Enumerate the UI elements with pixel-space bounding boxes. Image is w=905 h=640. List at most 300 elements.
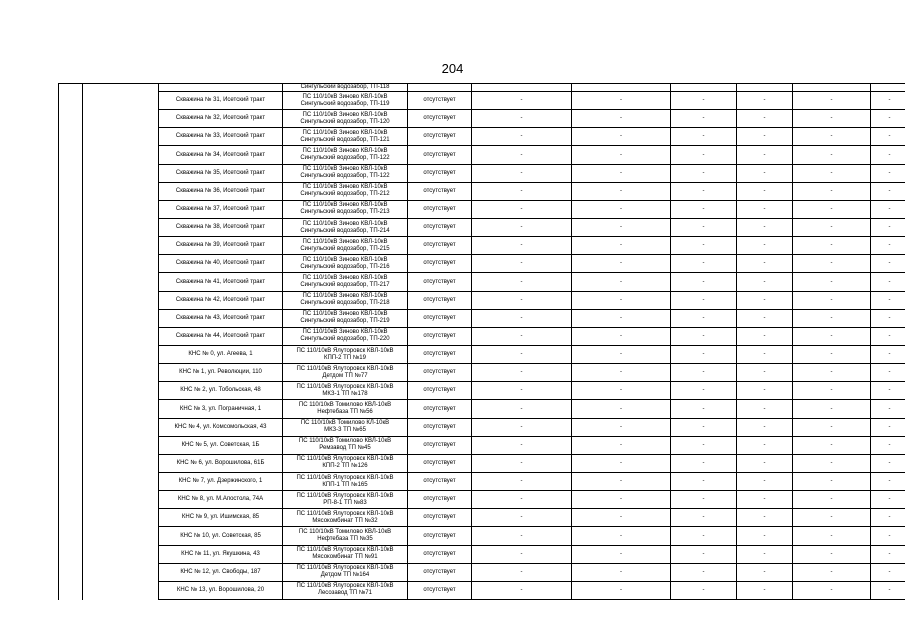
data-cell: - bbox=[472, 346, 572, 364]
connection-cell bbox=[283, 473, 408, 491]
status-cell: отсутствует bbox=[408, 309, 472, 327]
connection-line: Сингульский водозабор, ТП-122 bbox=[300, 155, 390, 162]
table-row bbox=[59, 509, 905, 527]
object-cell: КНС № 9, ул. Ишимская, 85 bbox=[159, 509, 283, 527]
connection-line: Сингульский водозабор, ТП-214 bbox=[300, 227, 390, 234]
data-cell: - bbox=[572, 182, 671, 200]
data-cell: - bbox=[871, 219, 905, 237]
data-cell: - bbox=[472, 182, 572, 200]
status-cell: отсутствует bbox=[408, 400, 472, 418]
data-cell: - bbox=[793, 182, 871, 200]
connection-line: ПС 110/10кВ Ялуторовск КВЛ-10кВ bbox=[296, 456, 394, 463]
data-cell: - bbox=[793, 545, 871, 563]
status-cell: отсутствует bbox=[408, 110, 472, 128]
status-cell: отсутствует bbox=[408, 146, 472, 164]
data-cell: - bbox=[737, 454, 793, 472]
data-cell: - bbox=[671, 382, 737, 400]
connection-cell bbox=[283, 92, 408, 110]
data-cell: - bbox=[572, 527, 671, 545]
connection-cell bbox=[283, 527, 408, 545]
connection-line: ПС 110/10кВ Зиново КВЛ-10кВ bbox=[302, 220, 388, 227]
data-cell: - bbox=[472, 128, 572, 146]
data-cell: - bbox=[793, 309, 871, 327]
data-cell: - bbox=[871, 237, 905, 255]
object-cell: КНС № 4, ул. Комсомольская, 43 bbox=[159, 418, 283, 436]
connection-line: ПС 110/10кВ Зиново КВЛ-10кВ bbox=[302, 275, 388, 282]
status-cell: отсутствует bbox=[408, 237, 472, 255]
status-cell: отсутствует bbox=[408, 454, 472, 472]
data-cell: - bbox=[871, 473, 905, 491]
data-cell: - bbox=[671, 219, 737, 237]
table-row bbox=[59, 327, 905, 345]
data-cell: - bbox=[572, 581, 671, 599]
status-cell: отсутствует bbox=[408, 473, 472, 491]
object-cell: КНС № 1, ул. Революции, 110 bbox=[159, 364, 283, 382]
data-cell: - bbox=[472, 545, 572, 563]
data-cell: - bbox=[871, 581, 905, 599]
object-cell: КНС № 12, ул. Свободы, 187 bbox=[159, 563, 283, 581]
data-cell: - bbox=[737, 581, 793, 599]
data-cell: - bbox=[572, 309, 671, 327]
connection-cell bbox=[283, 273, 408, 291]
data-cell: - bbox=[793, 237, 871, 255]
table-row bbox=[59, 164, 905, 182]
connection-line: Мясокомбинат ТП №32 bbox=[312, 517, 378, 524]
status-cell: отсутствует bbox=[408, 219, 472, 237]
status-cell: отсутствует bbox=[408, 581, 472, 599]
data-cell: - bbox=[472, 418, 572, 436]
data-cell: - bbox=[793, 509, 871, 527]
connection-line: Сингульский водозабор, ТП-220 bbox=[300, 336, 390, 343]
data-cell: - bbox=[737, 291, 793, 309]
data-cell: - bbox=[871, 545, 905, 563]
data-cell: - bbox=[671, 418, 737, 436]
table-row bbox=[59, 309, 905, 327]
table-row bbox=[59, 418, 905, 436]
connection-cell bbox=[283, 418, 408, 436]
object-cell: КНС № 6, ул. Ворошилова, 61Б bbox=[159, 454, 283, 472]
status-cell: отсутствует bbox=[408, 418, 472, 436]
table-row bbox=[59, 273, 905, 291]
data-cell: - bbox=[871, 364, 905, 382]
data-cell: - bbox=[793, 563, 871, 581]
data-cell: - bbox=[671, 545, 737, 563]
data-cell: - bbox=[472, 164, 572, 182]
connection-cell bbox=[283, 491, 408, 509]
data-cell: - bbox=[737, 273, 793, 291]
data-cell: - bbox=[793, 454, 871, 472]
connection-cell bbox=[283, 581, 408, 599]
connection-line: ПС 110/10кВ Ялуторовск КВЛ-10кВ bbox=[296, 510, 394, 517]
table-row bbox=[59, 581, 905, 599]
connection-line: Лесозавод ТП №71 bbox=[318, 590, 372, 597]
table-row bbox=[59, 491, 905, 509]
data-cell: - bbox=[472, 491, 572, 509]
connection-cell bbox=[283, 327, 408, 345]
table-row bbox=[59, 545, 905, 563]
data-cell: - bbox=[737, 255, 793, 273]
connection-line: ПС 110/10кВ Ялуторовск КВЛ-10кВ bbox=[296, 565, 394, 572]
data-cell: - bbox=[793, 128, 871, 146]
data-cell: - bbox=[472, 400, 572, 418]
data-cell: - bbox=[793, 273, 871, 291]
connection-line: ПС 110/10кВ Томилово КЛ-10кВ bbox=[300, 420, 390, 427]
status-cell: отсутствует bbox=[408, 382, 472, 400]
status-cell bbox=[408, 84, 472, 92]
connection-cell bbox=[283, 128, 408, 146]
data-cell: - bbox=[793, 473, 871, 491]
data-cell: - bbox=[671, 182, 737, 200]
data-cell: - bbox=[737, 545, 793, 563]
data-cell: - bbox=[793, 110, 871, 128]
data-cell bbox=[871, 84, 905, 92]
status-cell: отсутствует bbox=[408, 327, 472, 345]
connection-line: Сингульский водозабор, ТП-219 bbox=[300, 318, 390, 325]
data-cell: - bbox=[671, 200, 737, 218]
data-cell: - bbox=[472, 309, 572, 327]
connection-line: ПС 110/10кВ Зиново КВЛ-10кВ bbox=[302, 311, 388, 318]
connection-line: ПС 110/10кВ Зиново КВЛ-10кВ bbox=[302, 293, 388, 300]
table-row bbox=[59, 382, 905, 400]
object-cell: КНС № 13, ул. Ворошилова, 20 bbox=[159, 581, 283, 599]
connection-line: ПС 110/10кВ Ялуторовск КВЛ-10кВ bbox=[296, 347, 394, 354]
data-cell: - bbox=[871, 146, 905, 164]
connection-line: ПС 110/10кВ Томилово КВЛ-10кВ bbox=[298, 402, 392, 409]
data-cell: - bbox=[793, 382, 871, 400]
data-cell: - bbox=[671, 273, 737, 291]
connection-cell bbox=[283, 382, 408, 400]
data-cell: - bbox=[793, 364, 871, 382]
data-cell bbox=[737, 84, 793, 92]
data-cell: - bbox=[671, 454, 737, 472]
connection-cell bbox=[283, 436, 408, 454]
data-cell: - bbox=[737, 491, 793, 509]
data-cell: - bbox=[572, 346, 671, 364]
data-cell: - bbox=[737, 309, 793, 327]
data-cell: - bbox=[671, 581, 737, 599]
connection-line: ПС 110/10кВ Томилово КВЛ-10кВ bbox=[298, 438, 392, 445]
table-row-continuation bbox=[59, 84, 905, 92]
page-number: 204 bbox=[441, 61, 464, 76]
data-cell: - bbox=[671, 146, 737, 164]
data-cell: - bbox=[572, 454, 671, 472]
data-cell: - bbox=[572, 255, 671, 273]
data-cell: - bbox=[572, 545, 671, 563]
data-cell: - bbox=[572, 219, 671, 237]
data-cell: - bbox=[871, 509, 905, 527]
data-cell: - bbox=[472, 473, 572, 491]
data-cell: - bbox=[737, 327, 793, 345]
data-cell: - bbox=[737, 110, 793, 128]
status-cell: отсутствует bbox=[408, 346, 472, 364]
object-cell: Скважина № 31, Исетский тракт bbox=[159, 92, 283, 110]
table-row bbox=[59, 128, 905, 146]
object-cell bbox=[159, 84, 283, 92]
data-cell: - bbox=[737, 436, 793, 454]
object-cell: КНС № 2, ул. Тобольская, 48 bbox=[159, 382, 283, 400]
data-cell: - bbox=[737, 346, 793, 364]
connection-line: Нефтебаза ТП №35 bbox=[317, 536, 373, 542]
left-margin-column bbox=[83, 84, 159, 600]
data-cell: - bbox=[572, 146, 671, 164]
connection-line: Сингульский водозабор, ТП-216 bbox=[300, 263, 390, 270]
table-row bbox=[59, 400, 905, 418]
status-cell: отсутствует bbox=[408, 273, 472, 291]
object-cell: Скважина № 39, Исетский тракт bbox=[159, 237, 283, 255]
connection-line: ПС 110/10кВ Зиново КВЛ-10кВ bbox=[302, 238, 388, 245]
status-cell: отсутствует bbox=[408, 182, 472, 200]
data-cell: - bbox=[671, 473, 737, 491]
data-cell: - bbox=[572, 418, 671, 436]
data-cell: - bbox=[871, 436, 905, 454]
data-cell bbox=[671, 84, 737, 92]
data-cell: - bbox=[737, 237, 793, 255]
data-cell: - bbox=[871, 382, 905, 400]
data-cell: - bbox=[572, 327, 671, 345]
table-row bbox=[59, 291, 905, 309]
data-cell: - bbox=[671, 436, 737, 454]
data-cell: - bbox=[572, 291, 671, 309]
data-cell: - bbox=[671, 128, 737, 146]
data-cell: - bbox=[472, 255, 572, 273]
status-cell: отсутствует bbox=[408, 200, 472, 218]
data-cell: - bbox=[871, 92, 905, 110]
connection-line: Сингульский водозабор, ТП-217 bbox=[300, 282, 390, 289]
data-cell: - bbox=[737, 92, 793, 110]
data-cell: - bbox=[472, 509, 572, 527]
data-cell: - bbox=[793, 327, 871, 345]
data-cell: - bbox=[871, 110, 905, 128]
data-cell: - bbox=[671, 92, 737, 110]
data-cell: - bbox=[793, 164, 871, 182]
data-cell: - bbox=[793, 92, 871, 110]
data-cell: - bbox=[472, 291, 572, 309]
connection-line: ПС 110/10кВ Зиново КВЛ-10кВ bbox=[302, 184, 388, 191]
object-cell: Скважина № 43, Исетский тракт bbox=[159, 309, 283, 327]
connection-cell bbox=[283, 291, 408, 309]
data-cell: - bbox=[572, 110, 671, 128]
connection-line: ПС 110/10кВ Зиново КВЛ-10кВ bbox=[302, 93, 388, 100]
data-cell: - bbox=[871, 346, 905, 364]
data-cell: - bbox=[472, 92, 572, 110]
data-cell: - bbox=[793, 146, 871, 164]
connection-line: ПС 110/10кВ Томилово КВЛ-10кВ bbox=[298, 529, 392, 535]
connection-cell bbox=[283, 110, 408, 128]
data-cell: - bbox=[793, 436, 871, 454]
data-cell: - bbox=[737, 418, 793, 436]
data-cell: - bbox=[871, 164, 905, 182]
data-cell: - bbox=[737, 128, 793, 146]
data-cell: - bbox=[793, 219, 871, 237]
connection-cell bbox=[283, 364, 408, 382]
data-cell: - bbox=[572, 436, 671, 454]
connection-cell bbox=[283, 200, 408, 218]
data-cell: - bbox=[793, 255, 871, 273]
data-cell: - bbox=[871, 527, 905, 545]
data-cell: - bbox=[472, 200, 572, 218]
object-cell: КНС № 11, ул. Якушкина, 43 bbox=[159, 545, 283, 563]
connection-line: КПП-2 ТП №126 bbox=[322, 463, 368, 470]
object-cell: Скважина № 40, Исетский тракт bbox=[159, 255, 283, 273]
status-cell: отсутствует bbox=[408, 291, 472, 309]
data-cell: - bbox=[793, 491, 871, 509]
table-body bbox=[59, 84, 905, 600]
data-cell: - bbox=[793, 527, 871, 545]
status-cell: отсутствует bbox=[408, 527, 472, 545]
data-cell: - bbox=[793, 346, 871, 364]
table-row bbox=[59, 92, 905, 110]
connection-line: МКЗ-1 ТП №178 bbox=[322, 390, 368, 397]
table-row bbox=[59, 146, 905, 164]
connection-line: Детдом ТП №164 bbox=[320, 572, 370, 579]
connection-line: Сингульский водозабор, ТП-215 bbox=[300, 245, 390, 252]
object-cell: Скважина № 41, Исетский тракт bbox=[159, 273, 283, 291]
table-row bbox=[59, 436, 905, 454]
status-cell: отсутствует bbox=[408, 545, 472, 563]
data-cell: - bbox=[793, 400, 871, 418]
status-cell: отсутствует bbox=[408, 509, 472, 527]
table-row bbox=[59, 219, 905, 237]
data-cell: - bbox=[472, 219, 572, 237]
connection-cell bbox=[283, 84, 408, 92]
data-cell bbox=[472, 84, 572, 92]
data-cell: - bbox=[871, 491, 905, 509]
connection-line: Ремзавод ТП №45 bbox=[319, 445, 371, 452]
table-row bbox=[59, 527, 905, 545]
object-cell: Скважина № 44, Исетский тракт bbox=[159, 327, 283, 345]
connection-cell bbox=[283, 146, 408, 164]
data-cell: - bbox=[871, 563, 905, 581]
object-cell: КНС № 3, ул. Пограничная, 1 bbox=[159, 400, 283, 418]
data-cell: - bbox=[871, 273, 905, 291]
data-cell: - bbox=[737, 164, 793, 182]
data-cell: - bbox=[472, 563, 572, 581]
table-row bbox=[59, 563, 905, 581]
data-cell: - bbox=[871, 128, 905, 146]
connection-line: Сингульский водозабор, ТП-213 bbox=[300, 209, 390, 216]
data-cell: - bbox=[671, 491, 737, 509]
data-cell: - bbox=[671, 400, 737, 418]
data-cell: - bbox=[671, 327, 737, 345]
data-cell: - bbox=[737, 364, 793, 382]
connection-line: МКЗ-3 ТП №65 bbox=[324, 427, 366, 434]
data-cell: - bbox=[671, 346, 737, 364]
object-cell: КНС № 7, ул. Дзержинского, 1 bbox=[159, 473, 283, 491]
object-cell: Скважина № 32, Исетский тракт bbox=[159, 110, 283, 128]
data-cell: - bbox=[671, 110, 737, 128]
data-cell: - bbox=[671, 291, 737, 309]
object-cell: Скважина № 34, Исетский тракт bbox=[159, 146, 283, 164]
data-cell: - bbox=[737, 509, 793, 527]
connection-cell bbox=[283, 237, 408, 255]
connection-cell bbox=[283, 509, 408, 527]
connection-line: ПС 110/10кВ Зиново КВЛ-10кВ bbox=[302, 129, 388, 136]
object-cell: КНС № 10, ул. Советская, 85 bbox=[159, 527, 283, 545]
left-margin-column bbox=[59, 84, 83, 600]
object-cell: КНС № 8, ул. М.Апостола, 74А bbox=[159, 491, 283, 509]
data-cell: - bbox=[871, 418, 905, 436]
object-cell: Скважина № 33, Исетский тракт bbox=[159, 128, 283, 146]
data-cell: - bbox=[737, 527, 793, 545]
data-cell: - bbox=[871, 255, 905, 273]
object-cell: КНС № 5, ул. Советская, 1Б bbox=[159, 436, 283, 454]
data-cell: - bbox=[472, 237, 572, 255]
connection-cell bbox=[283, 219, 408, 237]
status-cell: отсутствует bbox=[408, 563, 472, 581]
data-cell: - bbox=[737, 400, 793, 418]
connection-cell bbox=[283, 346, 408, 364]
data-cell: - bbox=[472, 110, 572, 128]
data-cell: - bbox=[871, 200, 905, 218]
connection-line: ПС 110/10кВ Зиново КВЛ-10кВ bbox=[302, 256, 388, 263]
data-cell: - bbox=[871, 291, 905, 309]
data-cell: - bbox=[671, 527, 737, 545]
data-cell: - bbox=[472, 527, 572, 545]
data-cell: - bbox=[793, 291, 871, 309]
connection-cell bbox=[283, 255, 408, 273]
table-row bbox=[59, 110, 905, 128]
connection-cell bbox=[283, 563, 408, 581]
connection-line: РП-8-1 ТП №83 bbox=[323, 499, 367, 506]
connection-line: Сингульский водозабор, ТП-118 bbox=[300, 84, 390, 91]
data-cell: - bbox=[871, 327, 905, 345]
status-cell: отсутствует bbox=[408, 491, 472, 509]
data-cell: - bbox=[572, 491, 671, 509]
data-cell: - bbox=[572, 364, 671, 382]
connection-line: ПС 110/10кВ Зиново КВЛ-10кВ bbox=[302, 329, 388, 336]
data-cell bbox=[793, 84, 871, 92]
data-cell: - bbox=[472, 581, 572, 599]
connection-line: Нефтебаза ТП №56 bbox=[317, 409, 373, 416]
connection-line: Сингульский водозабор, ТП-122 bbox=[300, 173, 390, 180]
data-cell: - bbox=[671, 563, 737, 581]
connection-cell bbox=[283, 164, 408, 182]
data-cell: - bbox=[472, 382, 572, 400]
status-cell: отсутствует bbox=[408, 164, 472, 182]
connection-line: Сингульский водозабор, ТП-121 bbox=[300, 136, 390, 143]
status-cell: отсутствует bbox=[408, 255, 472, 273]
connection-line: Сингульский водозабор, ТП-212 bbox=[300, 191, 390, 198]
table-row bbox=[59, 182, 905, 200]
data-cell: - bbox=[671, 164, 737, 182]
table-row bbox=[59, 237, 905, 255]
data-cell: - bbox=[572, 237, 671, 255]
connection-line: КПП-2 ТП №19 bbox=[324, 354, 366, 361]
data-cell: - bbox=[572, 128, 671, 146]
connection-cell bbox=[283, 182, 408, 200]
connection-line: ПС 110/10кВ Ялуторовск КВЛ-10кВ bbox=[296, 547, 394, 554]
connection-line: Сингульский водозабор, ТП-119 bbox=[300, 100, 390, 107]
table-row bbox=[59, 200, 905, 218]
connection-cell bbox=[283, 454, 408, 472]
data-cell: - bbox=[472, 327, 572, 345]
object-cell: Скважина № 38, Исетский тракт bbox=[159, 219, 283, 237]
connection-cell bbox=[283, 400, 408, 418]
data-cell: - bbox=[472, 364, 572, 382]
data-cell: - bbox=[472, 273, 572, 291]
data-cell: - bbox=[572, 92, 671, 110]
connection-line: Мясокомбинат ТП №91 bbox=[312, 554, 378, 561]
data-cell: - bbox=[472, 146, 572, 164]
data-cell: - bbox=[671, 309, 737, 327]
data-cell: - bbox=[793, 418, 871, 436]
data-cell: - bbox=[671, 509, 737, 527]
data-cell: - bbox=[737, 200, 793, 218]
table-row bbox=[59, 255, 905, 273]
status-cell: отсутствует bbox=[408, 364, 472, 382]
data-cell: - bbox=[871, 400, 905, 418]
connection-line: ПС 110/10кВ Ялуторовск КВЛ-10кВ bbox=[296, 365, 394, 372]
